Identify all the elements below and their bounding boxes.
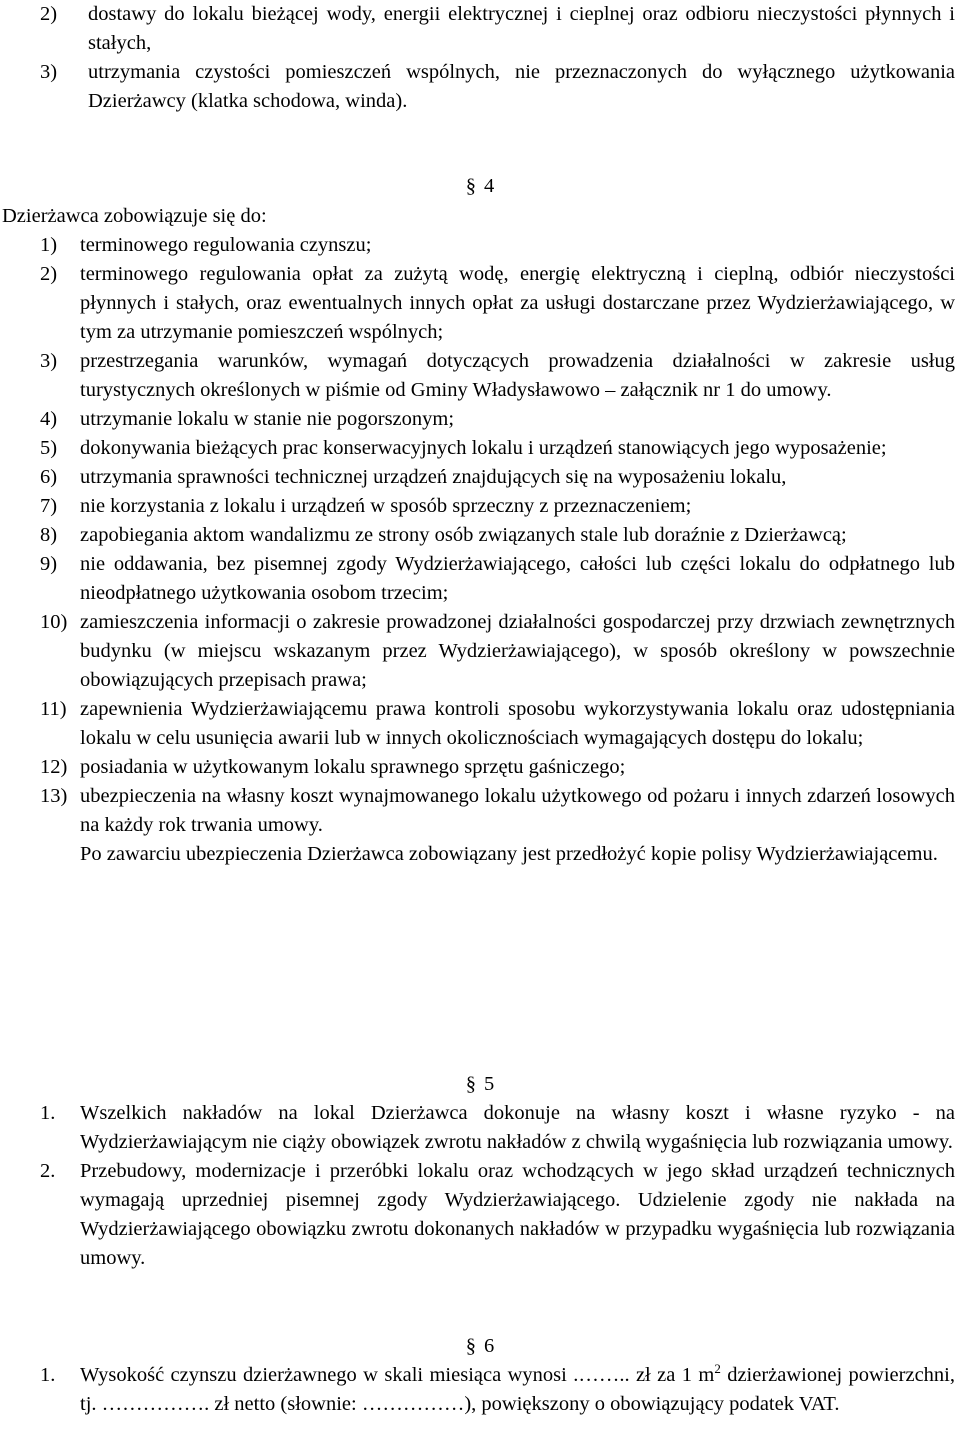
item-text: posiadania w użytkowanym lokalu sprawnego sprzętu gaśniczego;: [80, 756, 626, 778]
item-number: 2): [40, 263, 63, 285]
item-text: dostawy do lokalu bieżącej wody, energii elektrycznej i cieplnej oraz odbioru nieczystości płynnych i stałych,: [88, 3, 955, 54]
item-text: utrzymania czystości pomieszczeń wspólnych, nie przeznaczonych do wyłącznego użytkowania Dzierżawcy (klatka schodowa, winda).: [88, 61, 955, 112]
list-item: [40, 550, 955, 608]
list-item: [40, 492, 955, 521]
list-item: [40, 434, 955, 463]
list-item: [40, 231, 955, 260]
list-item: [40, 608, 955, 695]
item-text: ubezpieczenia na własny koszt wynajmowanego lokalu użytkowego od pożaru i innych zdarzeń losowych na każdy rok trwania umowy.: [80, 785, 955, 836]
section-number: 4: [484, 175, 495, 197]
item-text: utrzymania sprawności technicznej urządzeń znajdujących się na wyposażeniu lokalu,: [80, 466, 787, 488]
section-4-closing: Po zawarciu ubezpieczenia Dzierżawca zobowiązany jest przedłożyć kopie polisy Wydzierżawiającemu.: [80, 843, 938, 865]
item-text: terminowego regulowania opłat za zużytą wodę, energię elektryczną i cieplną, odbiór nieczystości płynnych i stałych, oraz ewentualnych innych opłat za usługi dostarczane przez Wydzierżawiającego, w tym za utrzymanie pomieszczeń wspólnych;: [80, 263, 955, 343]
item-number: 5): [40, 437, 63, 459]
section-symbol: §: [465, 1073, 476, 1095]
list-item: [40, 463, 955, 492]
item-number: 1.: [40, 1364, 61, 1386]
item-text: zamieszczenia informacji o zakresie prowadzonej działalności gospodarczej przy drzwiach zewnętrznych budynku (w miejscu wskazanym przez Wydzierżawiającego), w sposób określony w powszechnie obowiązujących przepisach prawa;: [80, 611, 955, 691]
section-number: 5: [484, 1073, 495, 1095]
item-text: Przebudowy, modernizacje i przeróbki lokalu oraz wchodzących w jego skład urządzeń technicznych wymagają uprzedniej pisemnej zgody Wydzierżawiającego. Udzielenie zgody nie nakłada na Wydzierżawiającego obowiązku zwrotu dokonanych nakładów w przypadku wygaśnięcia lub rozwiązania umowy.: [80, 1160, 955, 1269]
item-text: Wszelkich nakładów na lokal Dzierżawca dokonuje na własny koszt i własne ryzyko - na Wydzierżawiającym nie ciąży obowiązek zwrotu nakładów z chwilą wygaśnięcia lub rozwiązania umowy.: [80, 1102, 955, 1153]
item-text: nie oddawania, bez pisemnej zgody Wydzierżawiającego, całości lub części lokalu do odpłatnego lub nieodpłatnego użytkowania osobom trzecim;: [80, 553, 955, 604]
item-number: 6): [40, 466, 63, 488]
list-item: [40, 0, 955, 58]
item-number: 3): [40, 350, 63, 372]
list-item: [40, 782, 955, 840]
section-6-heading: [0, 1332, 960, 1361]
section-4-body: [2, 202, 955, 869]
list-item: [40, 1099, 955, 1157]
item-text-part: dzierżawionej powierzchni, tj. ……………. zł netto (słownie: ……………), powiększony o obowiązujący podatek VAT.: [80, 1364, 955, 1415]
item-number: 10): [40, 611, 73, 633]
item-text: [80, 1361, 955, 1419]
list-item: [40, 58, 955, 116]
item-text: dokonywania bieżących prac konserwacyjnych lokalu i urządzeń stanowiących jego wyposażenie;: [80, 437, 887, 459]
item-number: 1.: [40, 1102, 61, 1124]
item-text: przestrzegania warunków, wymagań dotyczących prowadzenia działalności w zakresie usług turystycznych określonych w piśmie od Gminy Władysławowo – załącznik nr 1 do umowy.: [80, 350, 955, 401]
item-number: 9): [40, 553, 63, 575]
section-5-heading: [0, 1070, 960, 1099]
item-number: 4): [40, 408, 63, 430]
item-text: nie korzystania z lokalu i urządzeń w sposób sprzeczny z przeznaczeniem;: [80, 495, 692, 517]
list-item: [40, 695, 955, 753]
section-6-body: [40, 1361, 955, 1419]
item-number: 8): [40, 524, 63, 546]
item-text-part: Wysokość czynszu dzierżawnego w skali miesiąca wynosi .…….. zł za 1 m: [80, 1364, 715, 1386]
item-text: utrzymanie lokalu w stanie nie pogorszonym;: [80, 408, 455, 430]
list-item: [40, 260, 955, 347]
section-5-body: [40, 1099, 955, 1273]
superscript: 2: [714, 1361, 721, 1377]
item-text: zapobiegania aktom wandalizmu ze strony osób związanych stale lub doraźnie z Dzierżawcą;: [80, 524, 847, 546]
list-item: [40, 521, 955, 550]
item-number: 7): [40, 495, 63, 517]
section-4-intro: Dzierżawca zobowiązuje się do:: [2, 205, 267, 227]
list-item: [40, 1157, 955, 1273]
item-number: 13): [40, 785, 73, 807]
section-symbol: §: [465, 1335, 476, 1357]
section-4-heading: [0, 172, 960, 201]
section-4-list: [2, 231, 955, 869]
item-text: terminowego regulowania czynszu;: [80, 234, 372, 256]
item-number: 2): [40, 3, 63, 25]
list-item: [40, 405, 955, 434]
item-number: 11): [40, 698, 72, 720]
item-number: 2.: [40, 1160, 61, 1182]
item-text: zapewnienia Wydzierżawiającemu prawa kontroli sposobu wykorzystywania lokalu oraz udostępniania lokalu w celu usunięcia awarii lub w innych okolicznościach wymagających dostępu do lokalu;: [80, 698, 955, 749]
list-item: [40, 753, 955, 782]
item-number: 12): [40, 756, 73, 778]
list-item: [40, 1361, 955, 1419]
section-symbol: §: [465, 175, 476, 197]
section-number: 6: [484, 1335, 495, 1357]
top-list: [40, 0, 955, 116]
item-number: 3): [40, 61, 63, 83]
item-number: 1): [40, 234, 63, 256]
list-item: [40, 347, 955, 405]
